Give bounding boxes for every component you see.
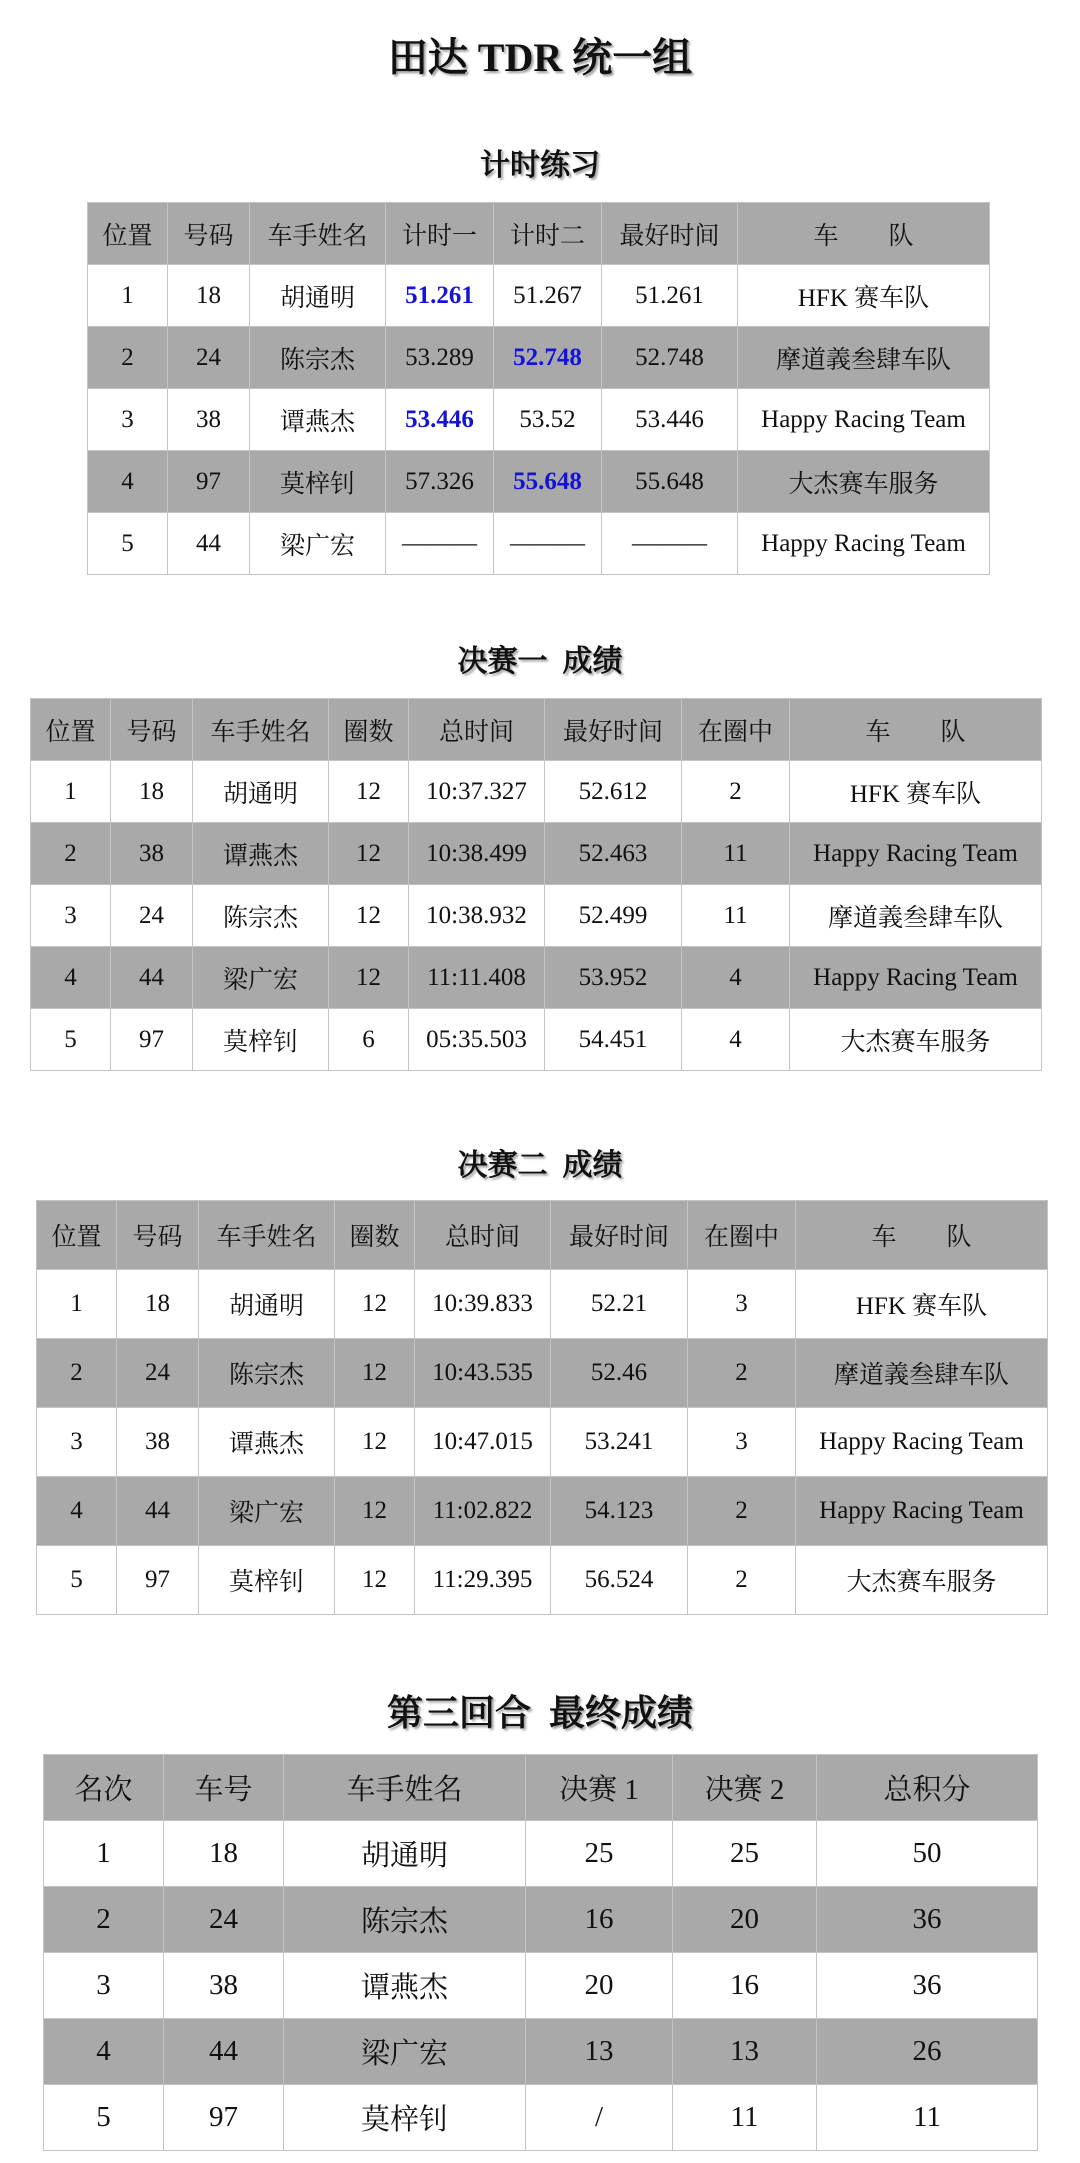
table-row [31, 1009, 1042, 1071]
table-cell: 16 [673, 1953, 817, 2019]
race2-results-table [36, 1200, 1048, 1615]
table-cell: 97 [164, 2085, 284, 2151]
race1-heading: 决赛一 成绩 [457, 645, 623, 678]
table-row [31, 761, 1042, 823]
column-header: 车号 [164, 1755, 284, 1821]
column-header: 总积分 [817, 1755, 1038, 1821]
column-header: 总时间 [409, 699, 545, 761]
table-cell: 36 [817, 1887, 1038, 1953]
table-cell: 13 [673, 2019, 817, 2085]
table-cell: 55.648 [602, 451, 738, 513]
column-header: 最好时间 [545, 699, 682, 761]
column-header: 位置 [37, 1201, 117, 1270]
table-row [88, 513, 990, 575]
table-cell: 胡通明 [199, 1270, 335, 1339]
header-row [31, 699, 1042, 761]
table-cell: 24 [168, 327, 250, 389]
best-lap-cell: 53.446 [386, 389, 494, 451]
table-cell: 97 [168, 451, 250, 513]
table-cell: 18 [168, 265, 250, 327]
table-cell: 18 [117, 1270, 199, 1339]
table-cell: 2 [31, 823, 111, 885]
table-cell: 大杰赛车服务 [796, 1546, 1048, 1615]
table-cell: 谭燕杰 [193, 823, 329, 885]
practice-results-table [87, 202, 990, 575]
table-cell: 24 [164, 1887, 284, 1953]
column-header: 号码 [111, 699, 193, 761]
table-cell: 44 [111, 947, 193, 1009]
table-cell: / [526, 2085, 673, 2151]
table-row [37, 1546, 1048, 1615]
table-cell: 16 [526, 1887, 673, 1953]
table-row [88, 389, 990, 451]
table-cell: 51.267 [494, 265, 602, 327]
table-cell: 5 [31, 1009, 111, 1071]
table-cell: 50 [817, 1821, 1038, 1887]
column-header: 决赛 2 [673, 1755, 817, 1821]
table-row [88, 451, 990, 513]
column-header: 名次 [44, 1755, 164, 1821]
table-cell: HFK 赛车队 [790, 761, 1042, 823]
table-cell: 11 [682, 885, 790, 947]
table-cell: 52.463 [545, 823, 682, 885]
table-cell: 1 [37, 1270, 117, 1339]
header-row [37, 1201, 1048, 1270]
table-cell: 97 [117, 1546, 199, 1615]
table-cell: 4 [44, 2019, 164, 2085]
table-row [37, 1477, 1048, 1546]
race2-heading: 决赛二 成绩 [457, 1149, 623, 1182]
column-header: 在圈中 [688, 1201, 796, 1270]
table-cell: ——— [602, 513, 738, 575]
table-cell: 12 [335, 1408, 415, 1477]
table-cell: 56.524 [551, 1546, 688, 1615]
table-cell: 53.52 [494, 389, 602, 451]
table-cell: 53.241 [551, 1408, 688, 1477]
column-header: 车手姓名 [193, 699, 329, 761]
table-cell: 25 [526, 1821, 673, 1887]
column-header: 车手姓名 [250, 203, 386, 265]
table-cell: 10:38.932 [409, 885, 545, 947]
table-row [37, 1339, 1048, 1408]
table-cell: 4 [31, 947, 111, 1009]
table-cell: 梁广宏 [199, 1477, 335, 1546]
table-cell: 11 [817, 2085, 1038, 2151]
table-cell: 12 [329, 885, 409, 947]
table-cell: Happy Racing Team [796, 1408, 1048, 1477]
table-cell: 陈宗杰 [199, 1339, 335, 1408]
final-standings-table [43, 1754, 1038, 2151]
table-cell: 3 [37, 1408, 117, 1477]
table-cell: 梁广宏 [284, 2019, 526, 2085]
table-cell: 24 [117, 1339, 199, 1408]
column-header: 计时二 [494, 203, 602, 265]
table-cell: 谭燕杰 [199, 1408, 335, 1477]
table-cell: ——— [494, 513, 602, 575]
column-header: 车 队 [796, 1201, 1048, 1270]
table-cell: 2 [688, 1546, 796, 1615]
table-cell: 胡通明 [193, 761, 329, 823]
table-cell: 10:47.015 [415, 1408, 551, 1477]
table-cell: Happy Racing Team [796, 1477, 1048, 1546]
table-cell: 44 [117, 1477, 199, 1546]
best-lap-cell: 55.648 [494, 451, 602, 513]
table-cell: 2 [44, 1887, 164, 1953]
table-cell: 53.289 [386, 327, 494, 389]
column-header: 车 队 [738, 203, 990, 265]
table-cell: 52.499 [545, 885, 682, 947]
table-cell: 10:37.327 [409, 761, 545, 823]
table-row [31, 823, 1042, 885]
table-cell: 11:11.408 [409, 947, 545, 1009]
table-cell: 05:35.503 [409, 1009, 545, 1071]
table-cell: 梁广宏 [250, 513, 386, 575]
table-cell: 24 [111, 885, 193, 947]
table-cell: 36 [817, 1953, 1038, 2019]
best-lap-cell: 52.748 [494, 327, 602, 389]
table-cell: 20 [526, 1953, 673, 2019]
table-cell: 53.952 [545, 947, 682, 1009]
table-cell: 52.612 [545, 761, 682, 823]
table-cell: 4 [682, 1009, 790, 1071]
table-cell: 12 [335, 1270, 415, 1339]
table-row [37, 1270, 1048, 1339]
table-cell: 5 [37, 1546, 117, 1615]
table-row [88, 327, 990, 389]
table-cell: 陈宗杰 [193, 885, 329, 947]
table-cell: 12 [335, 1546, 415, 1615]
column-header: 车 队 [790, 699, 1042, 761]
table-row [31, 885, 1042, 947]
column-header: 在圈中 [682, 699, 790, 761]
column-header: 位置 [88, 203, 168, 265]
table-cell: 52.748 [602, 327, 738, 389]
table-cell: 12 [329, 823, 409, 885]
table-cell: 大杰赛车服务 [738, 451, 990, 513]
table-cell: Happy Racing Team [738, 513, 990, 575]
table-cell: 摩道義叁肆车队 [738, 327, 990, 389]
table-cell: 1 [31, 761, 111, 823]
table-cell: Happy Racing Team [738, 389, 990, 451]
table-cell: 11:02.822 [415, 1477, 551, 1546]
table-cell: 11 [682, 823, 790, 885]
table-cell: 5 [44, 2085, 164, 2151]
table-cell: 2 [37, 1339, 117, 1408]
column-header: 决赛 1 [526, 1755, 673, 1821]
table-cell: 1 [44, 1821, 164, 1887]
table-cell: HFK 赛车队 [796, 1270, 1048, 1339]
table-cell: 胡通明 [250, 265, 386, 327]
column-header: 位置 [31, 699, 111, 761]
table-cell: 54.451 [545, 1009, 682, 1071]
table-cell: ——— [386, 513, 494, 575]
table-cell: 12 [335, 1477, 415, 1546]
table-cell: 38 [117, 1408, 199, 1477]
table-cell: 10:38.499 [409, 823, 545, 885]
table-cell: 18 [111, 761, 193, 823]
race1-results-table [30, 698, 1042, 1071]
column-header: 车手姓名 [199, 1201, 335, 1270]
final-standings-heading: 第三回合 最终成绩 [386, 1693, 693, 1733]
table-cell: 3 [688, 1408, 796, 1477]
table-cell: 谭燕杰 [250, 389, 386, 451]
table-cell: 12 [329, 761, 409, 823]
table-cell: 38 [168, 389, 250, 451]
table-row [44, 1953, 1038, 2019]
table-cell: 2 [88, 327, 168, 389]
table-cell: 44 [164, 2019, 284, 2085]
table-cell: 2 [688, 1339, 796, 1408]
table-cell: 97 [111, 1009, 193, 1071]
table-cell: 6 [329, 1009, 409, 1071]
table-row [44, 1821, 1038, 1887]
table-cell: 20 [673, 1887, 817, 1953]
table-cell: 11:29.395 [415, 1546, 551, 1615]
column-header: 总时间 [415, 1201, 551, 1270]
table-row [88, 265, 990, 327]
table-cell: 10:39.833 [415, 1270, 551, 1339]
column-header: 号码 [168, 203, 250, 265]
page-title: 田达 TDR 统一组 [387, 35, 693, 80]
table-cell: 谭燕杰 [284, 1953, 526, 2019]
table-cell: 莫梓钊 [199, 1546, 335, 1615]
column-header: 车手姓名 [284, 1755, 526, 1821]
header-row [44, 1755, 1038, 1821]
column-header: 号码 [117, 1201, 199, 1270]
table-cell: 4 [682, 947, 790, 1009]
table-cell: 3 [44, 1953, 164, 2019]
table-row [44, 2019, 1038, 2085]
table-cell: 38 [164, 1953, 284, 2019]
table-cell: Happy Racing Team [790, 823, 1042, 885]
table-row [44, 2085, 1038, 2151]
table-cell: 4 [37, 1477, 117, 1546]
table-cell: 大杰赛车服务 [790, 1009, 1042, 1071]
practice-heading: 计时练习 [480, 149, 600, 182]
table-cell: 57.326 [386, 451, 494, 513]
table-cell: 18 [164, 1821, 284, 1887]
table-cell: 摩道義叁肆车队 [790, 885, 1042, 947]
table-cell: 摩道義叁肆车队 [796, 1339, 1048, 1408]
table-cell: 胡通明 [284, 1821, 526, 1887]
table-cell: 44 [168, 513, 250, 575]
column-header: 圈数 [335, 1201, 415, 1270]
table-cell: 4 [88, 451, 168, 513]
table-cell: 10:43.535 [415, 1339, 551, 1408]
table-cell: 13 [526, 2019, 673, 2085]
table-cell: 2 [688, 1477, 796, 1546]
column-header: 最好时间 [602, 203, 738, 265]
table-cell: 1 [88, 265, 168, 327]
table-cell: 26 [817, 2019, 1038, 2085]
table-cell: 53.446 [602, 389, 738, 451]
table-cell: 3 [688, 1270, 796, 1339]
table-cell: 5 [88, 513, 168, 575]
table-cell: 梁广宏 [193, 947, 329, 1009]
table-row [37, 1408, 1048, 1477]
column-header: 圈数 [329, 699, 409, 761]
table-cell: Happy Racing Team [790, 947, 1042, 1009]
table-cell: 54.123 [551, 1477, 688, 1546]
table-cell: 12 [329, 947, 409, 1009]
table-cell: 12 [335, 1339, 415, 1408]
table-cell: 11 [673, 2085, 817, 2151]
table-cell: 莫梓钊 [284, 2085, 526, 2151]
column-header: 计时一 [386, 203, 494, 265]
table-cell: 莫梓钊 [193, 1009, 329, 1071]
table-cell: 2 [682, 761, 790, 823]
column-header: 最好时间 [551, 1201, 688, 1270]
table-cell: HFK 赛车队 [738, 265, 990, 327]
best-lap-cell: 51.261 [386, 265, 494, 327]
header-row [88, 203, 990, 265]
table-cell: 莫梓钊 [250, 451, 386, 513]
table-cell: 51.261 [602, 265, 738, 327]
table-cell: 陈宗杰 [250, 327, 386, 389]
table-cell: 3 [88, 389, 168, 451]
table-row [31, 947, 1042, 1009]
table-cell: 38 [111, 823, 193, 885]
table-cell: 陈宗杰 [284, 1887, 526, 1953]
table-cell: 3 [31, 885, 111, 947]
table-cell: 52.46 [551, 1339, 688, 1408]
table-cell: 52.21 [551, 1270, 688, 1339]
table-cell: 25 [673, 1821, 817, 1887]
table-row [44, 1887, 1038, 1953]
